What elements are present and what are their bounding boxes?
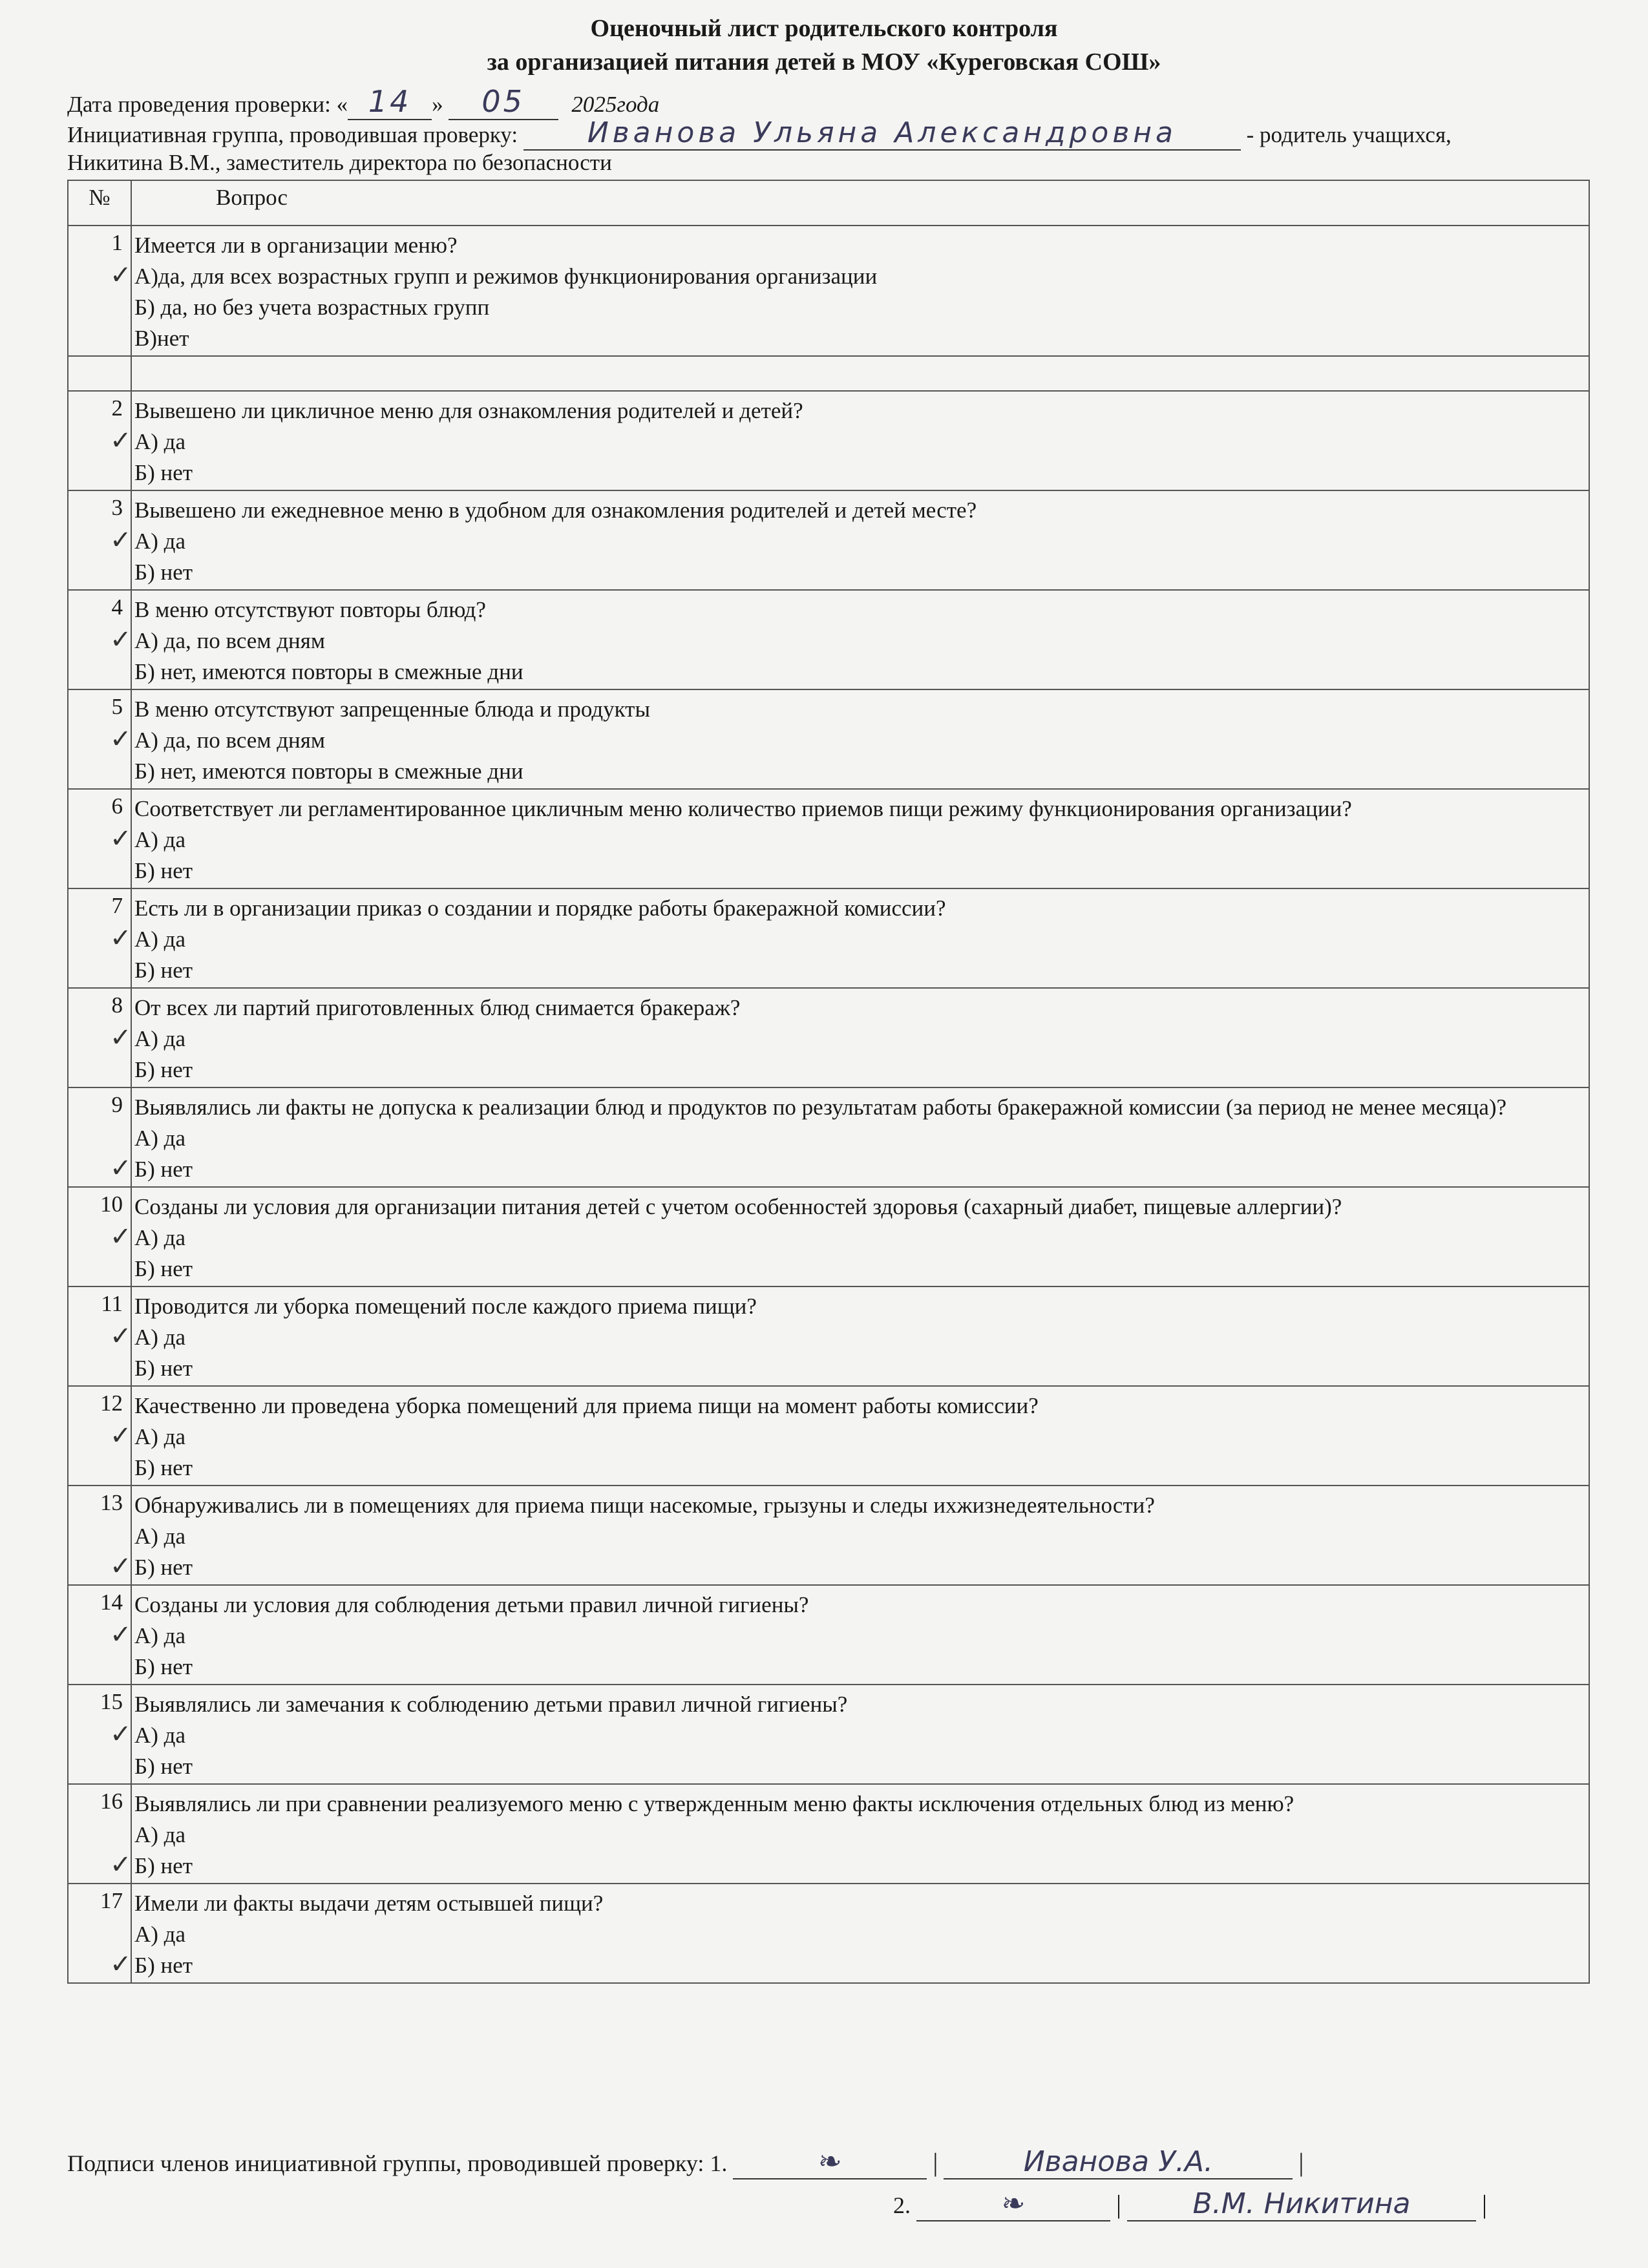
answer-option: [110, 260, 1582, 292]
answer-option: [110, 1949, 1582, 1981]
row-number: 7: [68, 888, 131, 988]
answer-option: [134, 292, 1582, 323]
answer-option: [134, 1652, 1582, 1683]
checkmark-icon: ✓: [110, 426, 132, 456]
checkmark-icon: ✓: [110, 824, 132, 854]
table-row: [68, 789, 1589, 888]
answer-option-label: Б) нет: [134, 1953, 193, 1978]
question-text: Качественно ли проведена уборка помещений для приема пищи на момент работы комиссии?: [134, 1393, 1039, 1418]
group-line: [67, 116, 1452, 151]
answer-option-label: Б) нет, имеются повторы в смежные дни: [134, 759, 523, 784]
answer-option: [110, 824, 1582, 856]
question-text: Имеется ли в организации меню?: [134, 233, 458, 258]
answer-option: [110, 426, 1582, 457]
date-mid: »: [432, 92, 443, 117]
row-number: 1: [68, 226, 131, 356]
checkmark-icon: ✓: [110, 1949, 132, 1979]
row-number: 14: [68, 1585, 131, 1685]
answer-option: [134, 457, 1582, 488]
answer-option: [134, 955, 1582, 986]
table-row: [68, 490, 1589, 590]
answer-option: [110, 1421, 1582, 1453]
question-text: Созданы ли условия для соблюдения детьми правил личной гигиены?: [134, 1592, 809, 1617]
answer-option-label: А) да: [134, 1225, 186, 1250]
spacer-row: [68, 356, 1589, 391]
answer-option: [110, 525, 1582, 557]
answer-option: [134, 1353, 1582, 1384]
answer-option: [134, 656, 1582, 688]
question-text: Есть ли в организации приказ о создании и порядке работы бракеражной комиссии?: [134, 896, 946, 921]
group-member-handwritten: Иванова Ульяна Александровна: [523, 116, 1241, 151]
answer-option-label: А) да: [134, 1723, 186, 1748]
answer-option: [110, 1620, 1582, 1652]
question-text: В меню отсутствуют запрещенные блюда и продукты: [134, 697, 650, 722]
table-row: [68, 1486, 1589, 1585]
row-content: [110, 689, 1589, 789]
row-content: [110, 391, 1589, 490]
row-number: 5: [68, 689, 131, 789]
header-question: Вопрос: [131, 180, 1589, 226]
question-text: От всех ли партий приготовленных блюд снимается бракераж?: [134, 995, 741, 1020]
answer-option-label: Б) нет, имеются повторы в смежные дни: [134, 659, 523, 684]
question-text: В меню отсутствуют повторы блюд?: [134, 597, 486, 622]
answer-option-label: Б) нет: [134, 460, 193, 485]
checkmark-icon: ✓: [110, 1850, 132, 1880]
checkmark-icon: ✓: [110, 525, 132, 555]
row-number: 4: [68, 590, 131, 689]
row-content: [110, 888, 1589, 988]
date-day: 14: [348, 84, 432, 120]
answer-option-label: Б) нет: [134, 1555, 193, 1580]
row-number: 10: [68, 1187, 131, 1286]
answer-option: [110, 923, 1582, 955]
question-text: Вывешено ли цикличное меню для ознакомления родителей и детей?: [134, 398, 803, 423]
row-number: 16: [68, 1784, 131, 1884]
answer-option: [134, 756, 1582, 787]
table-row: [68, 1087, 1589, 1187]
table-row: [68, 1187, 1589, 1286]
group-prefix: Инициативная группа, проводившая проверку:: [67, 122, 518, 147]
checkmark-icon: ✓: [110, 260, 132, 290]
answer-option-label: А) да: [134, 827, 186, 852]
table-header-row: [68, 180, 1589, 226]
question-text: Вывешено ли ежедневное меню в удобном для ознакомления родителей и детей месте?: [134, 498, 977, 523]
checkmark-icon: ✓: [110, 1153, 132, 1183]
answer-option-label: А) да, по всем дням: [134, 628, 326, 653]
answer-option-label: А)да, для всех возрастных групп и режимов функционирования организации: [134, 264, 878, 289]
checkmark-icon: ✓: [110, 1421, 132, 1451]
question-text: Имели ли факты выдачи детям остывшей пищи?: [134, 1891, 604, 1916]
checkmark-icon: ✓: [110, 724, 132, 754]
answer-option-label: Б) нет: [134, 560, 193, 585]
answer-option-label: А) да: [134, 1922, 186, 1947]
row-number: 8: [68, 988, 131, 1087]
answer-option: [134, 1254, 1582, 1285]
question-text: Обнаруживались ли в помещениях для приема пищи насекомые, грызуны и следы ихжизнедеятельности?: [134, 1493, 1155, 1518]
answer-option-label: А) да: [134, 1026, 186, 1051]
answer-option: [134, 1453, 1582, 1484]
answer-option: [110, 625, 1582, 656]
answer-option-label: А) да: [134, 1325, 186, 1350]
answer-option-label: Б) нет: [134, 1356, 193, 1381]
row-number: 2: [68, 391, 131, 490]
checkmark-icon: ✓: [110, 1321, 132, 1351]
answer-option: [134, 557, 1582, 588]
answer-option: [134, 323, 1582, 354]
signature-num-1: 1.: [710, 2150, 728, 2176]
answer-option-label: В)нет: [134, 326, 189, 351]
question-text: Соответствует ли регламентированное цикличным меню количество приемов пищи режиму функционирования организации?: [134, 796, 1352, 821]
answer-option: [110, 1023, 1582, 1055]
answer-option-label: А) да: [134, 1623, 186, 1648]
answer-option: [110, 1551, 1582, 1583]
checkmark-icon: ✓: [110, 923, 132, 953]
answer-option: [134, 1123, 1582, 1154]
answer-option-label: Б) нет: [134, 958, 193, 983]
question-text: Выявлялись ли факты не допуска к реализации блюд и продуктов по результатам работы бракеражной комиссии (за период не менее месяца)?: [134, 1095, 1507, 1120]
answer-option-label: А) да: [134, 1424, 186, 1449]
row-content: [110, 590, 1589, 689]
question-text: Выявлялись ли при сравнении реализуемого меню с утвержденным меню факты исключения отдельных блюд из меню?: [134, 1791, 1294, 1816]
answer-option-label: А) да: [134, 1126, 186, 1151]
signature-2-name: В.М. Никитина: [1127, 2187, 1476, 2221]
question-text: Созданы ли условия для организации питания детей с учетом особенностей здоровья (сахарный диабет, пищевые аллергии)?: [134, 1194, 1342, 1219]
checkmark-icon: ✓: [110, 1222, 132, 1252]
checkmark-icon: ✓: [110, 625, 132, 655]
row-number: 15: [68, 1685, 131, 1784]
answer-option: [110, 1321, 1582, 1353]
table-row: [68, 689, 1589, 789]
answer-option-label: Б) нет: [134, 1654, 193, 1679]
answer-option: [134, 1751, 1582, 1782]
group-suffix: - родитель учащихся,: [1246, 122, 1452, 147]
table-row: [68, 1784, 1589, 1884]
table-row: [68, 1884, 1589, 1983]
answer-option: [134, 856, 1582, 887]
answer-option-label: А) да: [134, 529, 186, 554]
answer-option-label: А) да: [134, 429, 186, 454]
answer-option-label: Б) нет: [134, 1157, 193, 1182]
table-row: [68, 1685, 1589, 1784]
title-line-1: Оценочный лист родительского контроля: [590, 15, 1058, 42]
table-row: [68, 888, 1589, 988]
signatures-label: Подписи членов инициативной группы, проводившей проверку:: [67, 2150, 704, 2176]
answer-option-label: А) да: [134, 1524, 186, 1549]
answer-option-label: Б) нет: [134, 1853, 193, 1878]
header-num: №: [68, 180, 131, 226]
row-content: [110, 490, 1589, 590]
answer-option-label: Б) нет: [134, 1256, 193, 1281]
row-number: 9: [68, 1087, 131, 1187]
question-text: Проводится ли уборка помещений после каждого приема пищи?: [134, 1294, 757, 1319]
deputy-line: Никитина В.М., заместитель директора по безопасности: [67, 150, 612, 175]
answer-option: [110, 1850, 1582, 1882]
checkmark-icon: ✓: [110, 1551, 132, 1581]
signature-1-name: Иванова У.А.: [944, 2145, 1293, 2179]
answer-option-label: Б) нет: [134, 1057, 193, 1082]
date-prefix: Дата проведения проверки: «: [67, 92, 348, 117]
row-number: 17: [68, 1884, 131, 1983]
answer-option: [110, 724, 1582, 756]
table-row: [68, 590, 1589, 689]
answer-option-label: А) да: [134, 927, 186, 952]
date-line: [67, 84, 659, 120]
answer-option: [134, 1055, 1582, 1086]
row-number: 3: [68, 490, 131, 590]
title-line-2: за организацией питания детей в МОУ «Куреговская СОШ»: [487, 48, 1161, 76]
signature-1-mark: ❧: [733, 2145, 927, 2179]
row-content: [110, 226, 1589, 356]
signatures-row-2: 2. ❧ | В.М. Никитина |: [893, 2187, 1488, 2220]
checkmark-icon: ✓: [110, 1719, 132, 1749]
date-month: 05: [449, 84, 558, 120]
answer-option: [110, 1719, 1582, 1751]
answer-option-label: А) да, по всем дням: [134, 728, 326, 753]
table-row: [68, 1286, 1589, 1386]
answer-option: [134, 1820, 1582, 1851]
answer-option: [110, 1222, 1582, 1254]
signatures-block: Подписи членов инициативной группы, проводившей проверку: 1. ❧ | Иванова У.А. |: [67, 2145, 1304, 2178]
answer-option-label: Б) нет: [134, 1455, 193, 1480]
row-number: 12: [68, 1386, 131, 1486]
answer-option: [134, 1919, 1582, 1950]
answer-option-label: Б) нет: [134, 1754, 193, 1779]
answer-option-label: Б) нет: [134, 858, 193, 883]
signature-2-mark: ❧: [916, 2187, 1110, 2221]
answer-option-label: А) да: [134, 1822, 186, 1847]
table-row: [68, 988, 1589, 1087]
answer-option: [110, 1153, 1582, 1185]
checkmark-icon: ✓: [110, 1620, 132, 1650]
row-content: [110, 988, 1589, 1087]
date-year: 2025года: [571, 92, 660, 117]
row-number: 13: [68, 1486, 131, 1585]
signature-num-2: 2.: [893, 2192, 911, 2218]
checklist-table: [67, 180, 1590, 1984]
row-number: 11: [68, 1286, 131, 1386]
table-row: [68, 1585, 1589, 1685]
answer-option: [134, 1521, 1582, 1552]
row-content: [110, 1087, 1589, 1187]
table-row: [68, 1386, 1589, 1486]
question-text: Выявлялись ли замечания к соблюдению детьми правил личной гигиены?: [134, 1692, 848, 1717]
table-row: [68, 391, 1589, 490]
checkmark-icon: ✓: [110, 1023, 132, 1053]
row-number: 6: [68, 789, 131, 888]
answer-option-label: Б) да, но без учета возрастных групп: [134, 295, 490, 320]
row-content: [110, 789, 1589, 888]
table-row: [68, 226, 1589, 356]
